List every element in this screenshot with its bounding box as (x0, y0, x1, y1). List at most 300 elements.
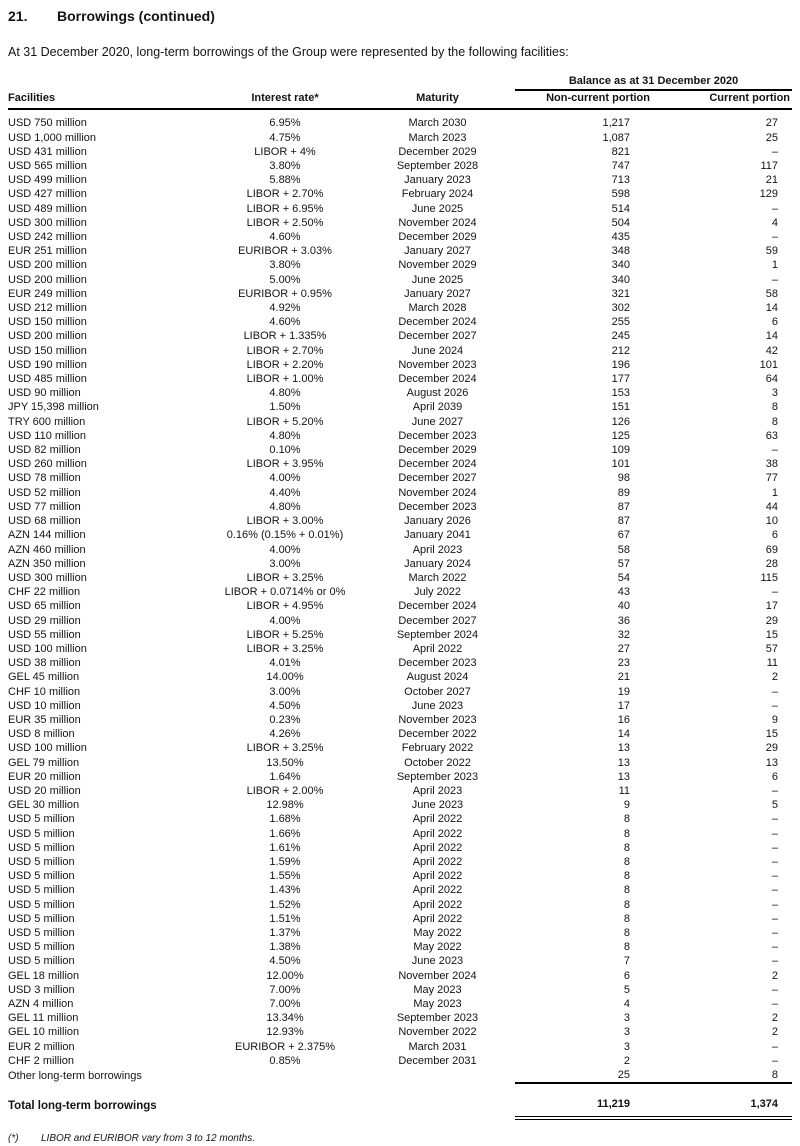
non-current-cell: 101 (611, 458, 630, 471)
maturity-cell: November 2029 (398, 259, 477, 272)
facility-cell: USD 100 million (8, 742, 87, 755)
non-current-cell: 151 (611, 401, 630, 414)
interest-rate-cell: EURIBOR + 3.03% (238, 245, 332, 258)
maturity-cell: September 2023 (396, 1012, 479, 1025)
table-row (8, 443, 792, 457)
interest-rate-cell: 4.00% (269, 472, 301, 485)
non-current-cell: 67 (617, 529, 630, 542)
non-current-cell: 504 (611, 216, 630, 229)
balance-group-header: Balance as at 31 December 2020 (515, 74, 792, 90)
facility-cell: USD 499 million (8, 174, 87, 187)
current-cell: 63 (765, 429, 779, 442)
maturity-cell: May 2022 (413, 926, 462, 939)
maturity-cell: October 2022 (404, 756, 471, 769)
maturity-cell: June 2025 (411, 202, 464, 215)
facility-cell: USD 5 million (8, 855, 75, 868)
non-current-cell: 21 (617, 671, 630, 684)
current-cell: – (771, 941, 779, 954)
maturity-cell: July 2022 (413, 586, 462, 599)
current-cell: 6 (771, 316, 779, 329)
table-row (8, 969, 792, 983)
facility-cell: EUR 35 million (8, 713, 81, 726)
current-cell: – (771, 841, 779, 854)
maturity-cell: March 2023 (408, 131, 467, 144)
table-row (8, 756, 792, 770)
non-current-cell: 11 (618, 784, 630, 797)
current-cell: – (771, 202, 779, 215)
maturity-cell: September 2024 (396, 628, 479, 641)
facility-cell: USD 29 million (8, 614, 81, 627)
table-row (8, 954, 792, 968)
current-cell: 15 (765, 728, 779, 741)
current-cell: 1 (771, 486, 779, 499)
non-current-cell: 196 (611, 358, 630, 371)
total-row (8, 1083, 792, 1118)
table-row (8, 926, 792, 940)
interest-rate-cell: 5.00% (269, 273, 301, 286)
non-current-cell: 7 (623, 955, 630, 968)
table-row (8, 329, 792, 343)
maturity-cell: June 2023 (411, 799, 464, 812)
table-row (8, 741, 792, 755)
maturity-cell: April 2022 (412, 642, 463, 655)
maturity-cell: May 2023 (413, 998, 462, 1010)
facility-cell: GEL 18 million (8, 969, 80, 982)
facility-cell: GEL 10 million (8, 1026, 80, 1039)
table-row (8, 713, 792, 727)
interest-rate-cell: 3.80% (269, 259, 301, 272)
non-current-cell: 13 (617, 770, 630, 783)
table-row (8, 372, 792, 386)
maturity-cell: November 2023 (398, 713, 477, 726)
interest-rate-cell: LIBOR + 2.20% (246, 358, 324, 371)
footnote-marker: (*) (8, 1133, 19, 1145)
column-header-interest-rate: Interest rate* (210, 90, 360, 109)
maturity-cell: December 2027 (398, 472, 477, 485)
maturity-cell: April 2022 (412, 870, 463, 883)
facility-cell: USD 5 million (8, 827, 75, 840)
current-cell: 29 (765, 614, 779, 627)
facility-cell: USD 55 million (8, 628, 81, 641)
table-row (8, 400, 792, 414)
non-current-cell: 43 (617, 586, 630, 599)
maturity-cell: April 2022 (412, 841, 463, 854)
facility-cell: USD 489 million (8, 202, 87, 215)
current-cell: 64 (765, 373, 779, 386)
facility-cell: USD 82 million (8, 444, 81, 457)
interest-rate-cell: 4.00% (269, 543, 301, 556)
maturity-cell: April 2023 (412, 784, 463, 797)
facility-cell: USD 77 million (8, 500, 81, 513)
maturity-cell: June 2023 (411, 955, 464, 968)
current-cell: 1 (771, 259, 779, 272)
current-cell: 27 (765, 117, 779, 130)
non-current-cell: 87 (617, 515, 630, 528)
table-row (8, 358, 792, 372)
group-header-spacer (8, 74, 515, 90)
interest-rate-cell: 1.38% (269, 941, 301, 954)
facility-cell: USD 8 million (8, 728, 75, 741)
non-current-cell: 8 (623, 870, 630, 883)
table-row (8, 500, 792, 514)
current-cell: 8 (650, 1068, 792, 1083)
interest-rate-cell: 12.00% (266, 969, 304, 982)
non-current-cell: 340 (611, 259, 630, 272)
table-row (8, 230, 792, 244)
table-row (8, 216, 792, 230)
interest-rate-cell: 4.01% (269, 657, 301, 670)
non-current-cell: 89 (617, 486, 630, 499)
interest-rate-cell: LIBOR + 1.335% (243, 330, 327, 343)
current-cell: – (771, 827, 779, 840)
non-current-cell: 340 (611, 273, 630, 286)
interest-rate-cell: 4.00% (269, 614, 301, 627)
non-current-cell: 6 (623, 969, 630, 982)
footnote-text: LIBOR and EURIBOR vary from 3 to 12 months. (41, 1133, 255, 1145)
current-cell: 11 (766, 657, 779, 670)
interest-rate-cell: 0.85% (269, 1054, 301, 1067)
table-row (8, 159, 792, 173)
interest-rate-cell: LIBOR + 3.25% (246, 742, 324, 755)
table-row (8, 912, 792, 926)
facility-cell: USD 750 million (8, 117, 87, 130)
table-row (8, 557, 792, 571)
facility-cell: GEL 79 million (8, 756, 80, 769)
non-current-cell: 747 (611, 160, 630, 173)
facility-cell: USD 200 million (8, 259, 87, 272)
non-current-cell: 3 (623, 1040, 630, 1053)
non-current-cell: 23 (617, 657, 630, 670)
interest-rate-cell: LIBOR + 3.25% (246, 642, 324, 655)
borrowings-table-body (8, 109, 792, 1083)
current-cell: 29 (765, 742, 779, 755)
table-row (8, 812, 792, 826)
table-row (8, 429, 792, 443)
facility-cell: USD 5 million (8, 841, 75, 854)
current-cell: – (771, 855, 779, 868)
non-current-cell: 8 (623, 827, 630, 840)
non-current-cell: 8 (623, 926, 630, 939)
maturity-cell: January 2024 (404, 557, 471, 570)
facility-cell: USD 242 million (8, 231, 87, 244)
table-row (8, 109, 792, 130)
maturity-cell: November 2024 (398, 969, 477, 982)
balance-group-header-row (8, 74, 792, 90)
current-cell: – (771, 983, 779, 996)
maturity-cell: April 2022 (412, 855, 463, 868)
current-cell: – (771, 955, 779, 968)
non-current-cell: 514 (611, 202, 630, 215)
current-cell: 10 (765, 515, 779, 528)
total-label: Total long-term borrowings (8, 1100, 157, 1113)
maturity-cell: April 2022 (412, 827, 463, 840)
facility-cell: AZN 144 million (8, 529, 86, 542)
table-row (8, 273, 792, 287)
table-row (8, 486, 792, 500)
current-cell: 58 (765, 287, 779, 300)
current-cell: 17 (765, 600, 779, 613)
table-row (8, 784, 792, 798)
non-current-cell: 17 (617, 699, 630, 712)
interest-rate-cell: 1.68% (269, 813, 301, 826)
facility-cell: USD 150 million (8, 344, 87, 357)
current-cell: 2 (771, 969, 779, 982)
current-cell: – (771, 444, 779, 457)
interest-rate-cell: 14.00% (266, 671, 304, 684)
table-row (8, 656, 792, 670)
facility-cell: USD 200 million (8, 330, 87, 343)
facility-cell: EUR 20 million (8, 770, 81, 783)
non-current-cell: 8 (623, 941, 630, 954)
footnote (8, 1133, 792, 1144)
non-current-cell: 25 (515, 1068, 650, 1083)
borrowings-table (8, 74, 792, 1120)
maturity-cell: March 2030 (408, 117, 467, 130)
table-row (8, 315, 792, 329)
non-current-cell: 4 (623, 998, 630, 1010)
interest-rate-cell: 13.34% (266, 1012, 304, 1025)
maturity-cell: August 2026 (406, 387, 469, 400)
facility-cell: CHF 22 million (8, 586, 81, 599)
facility-cell: USD 90 million (8, 387, 81, 400)
non-current-cell: 713 (611, 174, 630, 187)
facility-cell: USD 10 million (8, 699, 81, 712)
interest-rate-cell: LIBOR + 3.25% (246, 571, 324, 584)
current-cell: 14 (765, 302, 779, 315)
non-current-cell: 302 (611, 302, 630, 315)
interest-rate-cell: 4.92% (269, 302, 301, 315)
maturity-cell: November 2024 (398, 486, 477, 499)
interest-rate-cell: 12.98% (266, 799, 304, 812)
current-cell: 8 (771, 401, 779, 414)
maturity-cell: March 2031 (408, 1040, 467, 1053)
maturity-cell: December 2024 (398, 600, 477, 613)
interest-rate-cell: 4.80% (269, 500, 301, 513)
interest-rate-cell: 3.80% (269, 160, 301, 173)
interest-rate-cell: 4.60% (269, 231, 301, 244)
table-row (8, 344, 792, 358)
non-current-cell: 126 (611, 415, 630, 428)
maturity-cell: January 2041 (404, 529, 471, 542)
table-row (8, 145, 792, 159)
table-row (8, 457, 792, 471)
maturity-cell: January 2026 (404, 515, 471, 528)
current-cell: 2 (771, 671, 779, 684)
facility-cell: USD 65 million (8, 600, 81, 613)
maturity-cell: December 2024 (398, 373, 477, 386)
non-current-cell: 8 (623, 912, 630, 925)
interest-rate-cell: 6.95% (269, 117, 301, 130)
table-row (8, 514, 792, 528)
non-current-cell: 255 (611, 316, 630, 329)
current-cell: 59 (765, 245, 779, 258)
interest-rate-cell: LIBOR + 4.95% (246, 600, 324, 613)
interest-rate-cell: 4.40% (269, 486, 301, 499)
maturity-cell: January 2027 (404, 287, 471, 300)
non-current-cell: 8 (623, 884, 630, 897)
current-cell: 13 (765, 756, 779, 769)
non-current-cell: 58 (617, 543, 630, 556)
non-current-cell: 5 (623, 983, 630, 996)
non-current-cell: 435 (611, 231, 630, 244)
maturity-cell: April 2023 (412, 543, 463, 556)
current-cell: 38 (765, 458, 779, 471)
maturity-cell: January 2023 (404, 174, 471, 187)
interest-rate-cell: 1.50% (269, 401, 301, 414)
interest-rate-cell: 4.50% (269, 955, 301, 968)
table-row (8, 287, 792, 301)
table-row (8, 571, 792, 585)
table-row (8, 614, 792, 628)
interest-rate-cell: LIBOR + 6.95% (246, 202, 324, 215)
maturity-cell: December 2023 (398, 657, 477, 670)
table-row (8, 642, 792, 656)
interest-rate-cell: LIBOR + 5.25% (246, 628, 324, 641)
interest-rate-cell: 3.00% (269, 557, 301, 570)
facility-cell: USD 5 million (8, 912, 75, 925)
maturity-cell: December 2027 (398, 614, 477, 627)
current-cell: 14 (765, 330, 779, 343)
current-cell: – (771, 273, 779, 286)
facility-cell: JPY 15,398 million (8, 401, 99, 414)
table-row (8, 131, 792, 145)
interest-rate-cell: LIBOR + 4% (254, 145, 316, 158)
table-row (8, 898, 792, 912)
facility-cell: GEL 30 million (8, 799, 80, 812)
current-cell: 6 (771, 770, 779, 783)
interest-rate-cell: EURIBOR + 2.375% (235, 1040, 335, 1053)
non-current-cell: 14 (617, 728, 630, 741)
maturity-cell: December 2027 (398, 330, 477, 343)
non-current-cell: 321 (611, 287, 630, 300)
current-cell: 129 (759, 188, 779, 201)
maturity-cell: April 2022 (412, 898, 463, 911)
table-row (8, 471, 792, 485)
facility-cell: USD 431 million (8, 145, 87, 158)
maturity-cell: December 2024 (398, 458, 477, 471)
facility-cell: CHF 2 million (8, 1054, 75, 1067)
column-header-maturity: Maturity (360, 90, 515, 109)
column-header-non-current: Non-current portion (515, 90, 650, 109)
non-current-cell: 54 (617, 571, 630, 584)
maturity-cell: April 2022 (412, 813, 463, 826)
facility-cell: USD 5 million (8, 813, 75, 826)
facility-cell: USD 300 million (8, 571, 87, 584)
table-row (8, 983, 792, 997)
interest-rate-cell: EURIBOR + 0.95% (238, 287, 332, 300)
maturity-cell: December 2024 (398, 316, 477, 329)
column-header-facilities: Facilities (8, 90, 210, 109)
maturity-cell: March 2022 (408, 571, 467, 584)
interest-rate-cell: 13.50% (266, 756, 304, 769)
facility-cell: CHF 10 million (8, 685, 81, 698)
maturity-cell (360, 1068, 515, 1083)
current-cell: 28 (765, 557, 779, 570)
table-row (8, 997, 792, 1011)
facility-cell: USD 100 million (8, 642, 87, 655)
current-cell: – (771, 870, 779, 883)
current-cell: 57 (765, 642, 779, 655)
facility-cell: USD 212 million (8, 302, 87, 315)
interest-rate-cell: 5.88% (269, 174, 301, 187)
non-current-cell: 87 (617, 500, 630, 513)
table-row (8, 543, 792, 557)
current-cell: 8 (771, 415, 779, 428)
table-row (8, 1040, 792, 1054)
non-current-cell: 348 (611, 245, 630, 258)
facility-cell: USD 300 million (8, 216, 87, 229)
facility-cell: USD 5 million (8, 884, 75, 897)
section-number: 21. (8, 8, 28, 24)
interest-rate-cell: LIBOR + 1.00% (246, 373, 324, 386)
interest-rate-cell: 1.52% (269, 898, 301, 911)
maturity-cell: June 2027 (411, 415, 464, 428)
maturity-cell: May 2023 (413, 983, 462, 996)
intro-text: At 31 December 2020, long-term borrowings of the Group were represented by the following facilities: (8, 45, 569, 59)
maturity-cell: April 2039 (412, 401, 463, 414)
maturity-cell: September 2023 (396, 770, 479, 783)
table-row (8, 798, 792, 812)
interest-rate-cell: 1.43% (269, 884, 301, 897)
facility-cell: USD 427 million (8, 188, 87, 201)
facility-cell: USD 3 million (8, 983, 75, 996)
interest-rate-cell: LIBOR + 2.50% (246, 216, 324, 229)
interest-rate-cell: LIBOR + 0.0714% or 0% (224, 586, 346, 599)
facility-cell: TRY 600 million (8, 415, 86, 428)
facility-cell: Other long-term borrowings (8, 1070, 142, 1083)
facility-cell: AZN 4 million (8, 998, 74, 1010)
non-current-cell: 36 (617, 614, 630, 627)
section-title: Borrowings (continued) (57, 8, 215, 24)
maturity-cell: December 2023 (398, 429, 477, 442)
maturity-cell: February 2022 (401, 742, 474, 755)
facility-cell: EUR 251 million (8, 245, 87, 258)
maturity-cell: November 2024 (398, 216, 477, 229)
facility-cell: USD 68 million (8, 515, 81, 528)
maturity-cell: June 2023 (411, 699, 464, 712)
table-row (8, 386, 792, 400)
facility-cell: EUR 249 million (8, 287, 87, 300)
current-cell: – (771, 586, 779, 599)
current-cell: 44 (765, 500, 779, 513)
facility-cell: USD 5 million (8, 898, 75, 911)
current-cell: 25 (765, 131, 779, 144)
current-cell: 2 (771, 1026, 779, 1039)
non-current-cell: 153 (611, 387, 630, 400)
facility-cell: USD 190 million (8, 358, 87, 371)
interest-rate-cell: 1.66% (269, 827, 301, 840)
maturity-cell: December 2031 (398, 1054, 477, 1067)
maturity-cell: December 2022 (398, 728, 477, 741)
column-header-row (8, 90, 792, 109)
table-row (8, 1011, 792, 1025)
maturity-cell: September 2028 (396, 160, 479, 173)
interest-rate-cell: 1.59% (269, 855, 301, 868)
interest-rate-cell: LIBOR + 2.00% (246, 784, 324, 797)
interest-rate-cell: 0.10% (269, 444, 301, 457)
interest-rate-cell: 4.60% (269, 316, 301, 329)
facility-cell: USD 5 million (8, 926, 75, 939)
facility-cell: USD 110 million (8, 429, 87, 442)
non-current-cell: 245 (611, 330, 630, 343)
interest-rate-cell: 1.61% (269, 841, 301, 854)
table-row (8, 244, 792, 258)
page-title (8, 8, 792, 24)
maturity-cell: March 2028 (408, 302, 467, 315)
facility-cell: USD 200 million (8, 273, 87, 286)
current-cell: 42 (765, 344, 779, 357)
interest-rate-cell: 4.50% (269, 699, 301, 712)
